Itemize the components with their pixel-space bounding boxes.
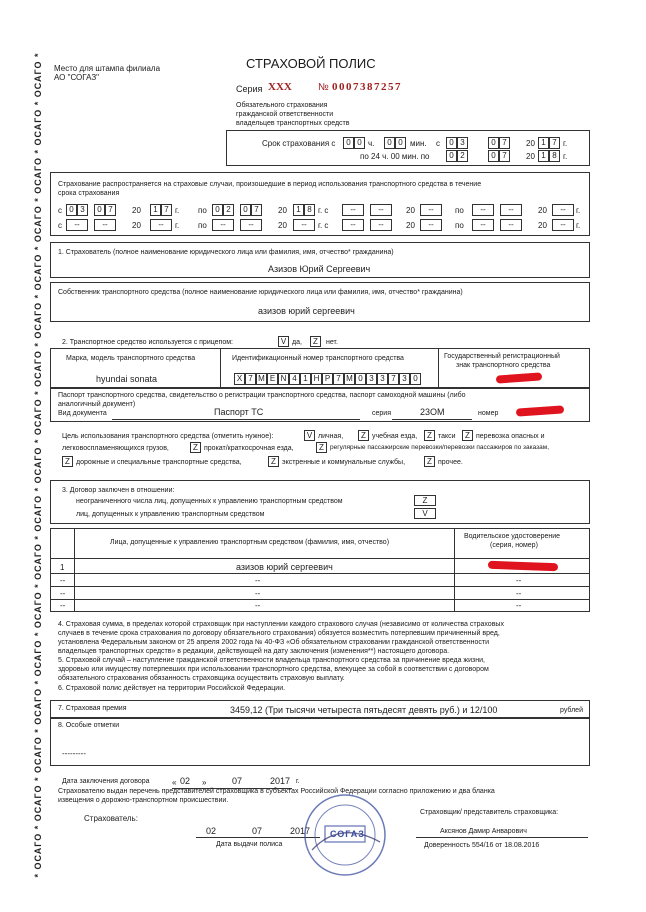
period-empty-cell: -- (342, 219, 364, 231)
term-year-unit: г. (563, 139, 568, 148)
period-po: по (455, 206, 464, 215)
term-to-day-digit: 0 (446, 150, 457, 162)
driver-row-name: -- (255, 576, 261, 585)
drivers-row-line (50, 599, 590, 600)
period-year: 1 (150, 204, 161, 216)
number-sign: № (318, 82, 329, 93)
period-year-prefix: 20 (132, 206, 141, 215)
terms-line: 4. Страховая сумма, в пределах которой страховщик при наступлении каждого страхового случая (независимо от количества страховых (58, 621, 504, 628)
term-from-label: Срок страхования с (262, 139, 336, 148)
driver-row-license: -- (516, 589, 522, 598)
insurer-name: Азизов Юрий Сергеевич (268, 264, 371, 274)
signing-year-unit: г. (296, 778, 300, 785)
subtitle-line-2: гражданской ответственности (236, 111, 334, 118)
drivers-col-person: Лица, допущенные к управлению транспортным средством (фамилия, имя, отчество) (110, 539, 390, 546)
issue-month: 07 (252, 826, 263, 836)
notes-box (50, 718, 590, 766)
vin-char-cell: H (311, 373, 322, 385)
period-c: с (58, 221, 62, 230)
rep-proxy: Доверенность 554/16 от 18.08.2016 (424, 842, 540, 849)
vin-char-cell: X (234, 373, 245, 385)
vehicle-col-plate: Государственный регистрационный (444, 353, 560, 360)
term-hour-digit: 0 (354, 137, 365, 149)
term-min-unit: мин. (410, 139, 427, 148)
period-year-prefix: 20 (406, 221, 415, 230)
purpose-emergency-label: экстренные и коммунальные службы, (282, 459, 406, 466)
driver-row-license: -- (516, 601, 522, 610)
period-empty-cell: -- (552, 204, 574, 216)
purpose-passenger-checkbox[interactable]: Z (316, 442, 327, 453)
purpose-training-label: учебная езда, (372, 433, 418, 440)
drivers-header-line (50, 558, 590, 559)
page-title: СТРАХОВОЙ ПОЛИС (246, 56, 376, 71)
document-series-label: серия (372, 410, 391, 417)
period-gc: г. с (318, 206, 329, 215)
period-month: 7 (105, 204, 116, 216)
signing-insurer-rep-label: Страховщик/ представитель страховщика: (420, 809, 559, 816)
terms-line: владельцев транспортных средств» в редакции, действующей на дату заключения (изменения**) настоящего договора. (58, 648, 450, 655)
period-month: 0 (94, 204, 105, 216)
drivers-row-line (50, 586, 590, 587)
period-year: 1 (293, 204, 304, 216)
driver-row-name: азизов юрий сергеевич (236, 562, 333, 572)
vehicle-col-vin: Идентификационный номер транспортного средства (232, 355, 404, 362)
purpose-special-checkbox[interactable]: Z (62, 456, 73, 467)
subtitle-line-3: владельцев транспортных средств (236, 120, 350, 127)
period-po: по (198, 221, 207, 230)
period-year-prefix: 20 (538, 221, 547, 230)
driver-row-number: -- (60, 589, 66, 598)
purpose-other-label: прочее. (438, 459, 463, 466)
term-year-digit: 1 (538, 137, 549, 149)
period-g: г. (576, 206, 581, 215)
premium-currency: рублей (560, 707, 583, 714)
term-hour-digit: 0 (343, 137, 354, 149)
trailer-label: 2. Транспортное средство используется с прицепом: (62, 339, 233, 346)
vehicle-col-divider (438, 348, 439, 388)
drivers-row-line (50, 573, 590, 574)
period-empty-cell: -- (293, 219, 315, 231)
rep-name: Аксянов Дамир Анварович (440, 828, 527, 835)
purpose-rental-label: прокат/краткосрочная езда, (204, 445, 294, 452)
trailer-no-checkbox[interactable]: Z (310, 336, 321, 347)
drivers-col-license: Водительское удостоверение (464, 533, 561, 540)
period-month: 7 (251, 204, 262, 216)
vin-char-cell: 7 (388, 373, 399, 385)
period-empty-cell: -- (342, 204, 364, 216)
series-label: Серия (236, 84, 263, 94)
osago-sidebar (28, 40, 46, 910)
driver-row-name: -- (255, 589, 261, 598)
issue-day: 02 (206, 826, 217, 836)
period-empty-cell: -- (420, 219, 442, 231)
period-empty-cell: -- (552, 219, 574, 231)
signing-year: 2017 (270, 776, 291, 786)
document-series-value: 23ОМ (420, 407, 445, 417)
vin-char-cell: N (278, 373, 289, 385)
period-month: 0 (240, 204, 251, 216)
period-day: 2 (223, 204, 234, 216)
vin-char-cell: 3 (377, 373, 388, 385)
purpose-passenger-label: регулярные пассажирские перевозки/перевозки пассажиров по заказам, (330, 444, 550, 451)
purpose-dangerous-checkbox[interactable]: Z (462, 430, 473, 441)
period-year-prefix: 20 (278, 221, 287, 230)
purpose-label: Цель использования транспортного средства (отметить нужное): (62, 433, 274, 440)
document-type-underline (112, 419, 360, 420)
term-c-label: с (436, 139, 440, 148)
vin-char-cell: 0 (410, 373, 421, 385)
period-gc: г. с (318, 221, 329, 230)
period-empty-cell: -- (150, 219, 172, 231)
term-day-digit: 3 (457, 137, 468, 149)
driver-row-number: -- (60, 576, 66, 585)
period-year-prefix: 20 (278, 206, 287, 215)
drivers-col-license-2: (серия, номер) (490, 542, 538, 549)
period-c: с (58, 206, 62, 215)
period-empty-cell: -- (500, 219, 522, 231)
purpose-dangerous-label: перевозка опасных и (476, 433, 545, 440)
signing-day: 02 (180, 776, 191, 786)
period-empty-cell: -- (66, 219, 88, 231)
purpose-dangerous-label-2: легковоспламеняющихся грузов, (62, 445, 169, 452)
stamp-place-company: АО "СОГАЗ" (54, 73, 99, 82)
document-label: Паспорт транспортного средства, свидетельство о регистрации транспортного средства, паспорт самоходной машины (либо (58, 392, 466, 399)
purpose-personal-checkbox[interactable]: V (304, 430, 315, 441)
subtitle-line-1: Обязательного страхования (236, 102, 328, 109)
document-number-label: номер (478, 410, 499, 417)
driver-row-license: -- (516, 576, 522, 585)
purpose-taxi-checkbox[interactable]: Z (424, 430, 435, 441)
period-g: г. (175, 206, 180, 215)
osago-sidebar-text: * ОСАГО * ОСАГО * ОСАГО * ОСАГО * ОСАГО * ОСАГО * ОСАГО * ОСАГО * ОСАГО * ОСАГО * ОСАГО * ОСАГО * ОСАГО * ОСАГО * ОСАГО * ОСАГО * ОСАГО * (33, 52, 43, 878)
period-po: по (198, 206, 207, 215)
period-empty-cell: -- (370, 219, 392, 231)
issue-year: 2017 (290, 826, 311, 836)
period-empty-cell: -- (370, 204, 392, 216)
driver-row-name: -- (255, 601, 261, 610)
terms-line: 5. Страховой случай – наступление гражданской ответственности владельца транспортного средства за причинение вреда жизни, (58, 657, 485, 664)
vin-char-cell: 4 (289, 373, 300, 385)
signing-quote-open: « (172, 778, 177, 787)
term-year-prefix: 20 (526, 139, 535, 148)
premium-value: 3459,12 (Три тысячи четыреста пятьдесят девять руб.) и 12/100 (230, 705, 498, 715)
company-stamp-text: СОГАЗ (330, 829, 365, 839)
contract-unlimited-label: неограниченного числа лиц, допущенных к управлению транспортным средством (76, 498, 343, 505)
period-year: 8 (304, 204, 315, 216)
period-empty-cell: -- (472, 204, 494, 216)
notes-value: --------- (62, 749, 86, 758)
period-year-prefix: 20 (538, 206, 547, 215)
owner-name: азизов юрий сергеевич (258, 306, 355, 316)
term-to-label: по 24 ч. 00 мин. по (360, 152, 430, 161)
period-po: по (455, 221, 464, 230)
period-empty-cell: -- (472, 219, 494, 231)
period-day: 0 (212, 204, 223, 216)
series-value: XXX (268, 81, 292, 93)
term-to-day-digit: 2 (457, 150, 468, 162)
trailer-yes-label: да, (292, 339, 302, 346)
vehicle-col-divider (220, 348, 221, 388)
term-day-digit: 0 (446, 137, 457, 149)
vin-char-cell: 7 (333, 373, 344, 385)
term-year-digit: 7 (549, 137, 560, 149)
term-to-year-digit: 8 (549, 150, 560, 162)
period-intro-2: срока страхования (58, 190, 120, 197)
vin-char-cell: M (344, 373, 355, 385)
premium-label: 7. Страховая премия (58, 705, 127, 712)
issue-date-label: Дата выдачи полиса (216, 841, 283, 848)
stamp-place-label: Место для штампа филиала (54, 64, 161, 73)
period-year: 7 (161, 204, 172, 216)
signing-month: 07 (232, 776, 243, 786)
notes-label: 8. Особые отметки (58, 722, 120, 729)
signing-reps: Страхователю выдан перечень представителей страховщика в субъектах Российской Федерации согласно приложению и два бланка (58, 788, 495, 795)
term-min-digit: 0 (384, 137, 395, 149)
term-min-digit: 0 (395, 137, 406, 149)
document-type-label: Вид документа (58, 410, 107, 417)
period-day: 3 (77, 204, 88, 216)
terms-line: установлена Федеральным законом от 25 апреля 2002 года № 40-ФЗ «Об обязательном страховании гражданской ответственности (58, 639, 490, 646)
purpose-other-checkbox[interactable]: Z (424, 456, 435, 467)
trailer-yes-checkbox[interactable]: V (278, 336, 289, 347)
vin-char-cell: 7 (245, 373, 256, 385)
owner-label: Собственник транспортного средства (полное наименование юридического лица или фамилия, имя, отчество* гражданина) (58, 289, 463, 296)
terms-line: случаев в течение срока страхования по договору обязательного страхования) обязуется возместить потерпевшим причиненный вред, (58, 630, 500, 637)
contract-limited-label: лиц, допущенных к управлению транспортным средством (76, 511, 265, 518)
purpose-emergency-checkbox[interactable]: Z (268, 456, 279, 467)
period-empty-cell: -- (240, 219, 262, 231)
vehicle-col-model: Марка, модель транспортного средства (66, 355, 196, 362)
period-empty-cell: -- (212, 219, 234, 231)
period-year-prefix: 20 (406, 206, 415, 215)
terms-line: 6. Страховой полис действует на территории Российской Федерации. (58, 685, 286, 692)
signing-insurer-label: Страхователь: (84, 814, 138, 823)
period-intro: Страхование распространяется на страховые случаи, произошедшие в период использования транспортного средства в течение (58, 181, 482, 188)
term-to-year-prefix: 20 (526, 152, 535, 161)
document-type-value: Паспорт ТС (214, 407, 264, 417)
period-empty-cell: -- (500, 204, 522, 216)
vin-char-cell: 3 (399, 373, 410, 385)
period-g: г. (576, 221, 581, 230)
vin-char-cell: 0 (355, 373, 366, 385)
company-stamp (300, 790, 390, 880)
purpose-training-checkbox[interactable]: Z (358, 430, 369, 441)
terms-line: обязательного страхования обязанность страховщика осуществить страховую выплату. (58, 675, 345, 682)
term-to-year-unit: г. (563, 152, 568, 161)
driver-row-number: 1 (60, 563, 65, 572)
signing-date-label: Дата заключения договора (62, 778, 150, 785)
purpose-personal-label: личная, (318, 433, 344, 440)
vin-char-cell: E (267, 373, 278, 385)
contract-label: 3. Договор заключен в отношении: (62, 487, 175, 494)
vehicle-model: hyundai sonata (96, 374, 158, 384)
document-series-underline (392, 419, 472, 420)
rep-underline (416, 837, 588, 838)
vin-char-cell: M (256, 373, 267, 385)
vehicle-col-plate-2: знак транспортного средства (456, 362, 551, 369)
document-label-2: аналогичный документ) (58, 401, 136, 408)
signing-reps-2: извещения о дорожно-транспортном происшествии. (58, 797, 229, 804)
terms-line: здоровью или имуществу потерпевших при использовании транспортного средства, влекущее за собой в соответствии с договором (58, 666, 489, 673)
period-empty-cell: -- (420, 204, 442, 216)
term-to-year-digit: 1 (538, 150, 549, 162)
period-empty-cell: -- (94, 219, 116, 231)
insurer-label: 1. Страхователь (полное наименование юридического лица или фамилия, имя, отчество* гражданина) (58, 249, 394, 256)
trailer-no-label: нет. (326, 339, 338, 346)
vin-char-cell: P (322, 373, 333, 385)
term-to-month-digit: 0 (488, 150, 499, 162)
period-year-prefix: 20 (132, 221, 141, 230)
term-month-digit: 7 (499, 137, 510, 149)
term-hour-unit: ч. (368, 139, 375, 148)
term-to-month-digit: 7 (499, 150, 510, 162)
period-g: г. (175, 221, 180, 230)
policy-number: 0007387257 (332, 81, 402, 93)
contract-unlimited-checkbox[interactable]: Z (414, 495, 436, 506)
purpose-rental-checkbox[interactable]: Z (190, 442, 201, 453)
vin-char-cell: 1 (300, 373, 311, 385)
purpose-special-label: дорожные и специальные транспортные средства, (76, 459, 242, 466)
signing-quote-close: » (202, 778, 207, 787)
period-day: 0 (66, 204, 77, 216)
purpose-taxi-label: такси (438, 433, 456, 440)
term-month-digit: 0 (488, 137, 499, 149)
contract-limited-checkbox[interactable]: V (414, 508, 436, 519)
driver-row-number: -- (60, 601, 66, 610)
vin-char-cell: 3 (366, 373, 377, 385)
